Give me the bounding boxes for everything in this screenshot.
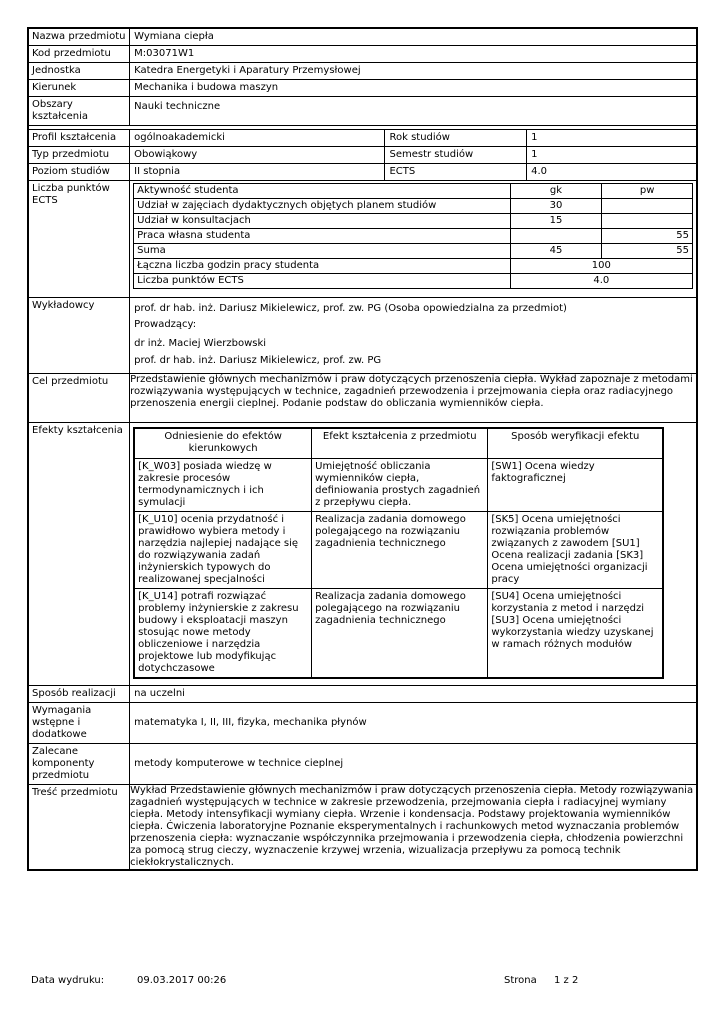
effects-verify: [SU4] Ocena umiejętności korzystania z metod i narzędzi [SU3] Ocena umiejętności wykorzystania wiedzy uzyskanej w ramach różnych modułów [488, 589, 663, 679]
label-semester: Semestr studiów [385, 147, 527, 164]
row-areas [28, 97, 697, 126]
row-profile [28, 130, 697, 147]
ects-table [133, 183, 693, 289]
ects-row-name: Suma [134, 244, 510, 259]
value-ects: 4.0 [527, 164, 697, 181]
ects-header-pw: pw [602, 184, 693, 199]
ects-row-pw [602, 199, 693, 214]
ects-row [134, 199, 693, 214]
label-ects-points: Liczba punktów ECTS [28, 181, 130, 298]
row-unit [28, 63, 697, 80]
effects-header-effect: Efekt kształcenia z przedmiotu [312, 428, 488, 459]
page-number: 1 z 2 [554, 975, 579, 986]
label-content: Treść przedmiotu [28, 785, 130, 871]
ects-row-name: Udział w konsultacjach [134, 214, 510, 229]
label-components: Zalecane komponenty przedmiotu [28, 744, 130, 785]
label-course-name: Nazwa przedmiotu [28, 28, 130, 46]
value-course-code: M:03071W1 [130, 46, 697, 63]
print-date: 09.03.2017 00:26 [137, 975, 227, 986]
course-table [27, 27, 698, 871]
label-requirements: Wymagania wstępne i dodatkowe [28, 703, 130, 744]
ects-row-gk: 15 [510, 214, 602, 229]
value-content: Wykład Przedstawienie głównych mechanizmów i praw dotyczących przenoszenia ciepła. Metody rozwiązywania zagadnień występujących w technice w zakresie przewodzenia, przejmowania ciepła i radiacyjnej wymiany ciepła. Metody intensyfikacji wymiany ciepła. Wrzenie i kondensacja. Podstawy projektowania wymienników ciepła. Ćwiczenia laboratoryjne Poznanie eksperymentalnych i rachunkowych metod wyznaczania problemów przenoszenia ciepła: wyznaczanie współczynnika przejmowania i przewodzenia ciepła, chłodzenia powierzchni za pomocą strug cieczy, wyznaczenie krzywej wrzenia, wizualizacja przepływu za pomocą technik ciekłokrystalicznych. [130, 785, 697, 871]
effects-effect: Realizacja zadania domowego polegającego na rozwiązaniu zagadnienia technicznego [312, 512, 488, 589]
label-goal: Cel przedmiotu [28, 374, 130, 423]
value-year: 1 [527, 130, 697, 147]
ects-header-gk: gk [510, 184, 602, 199]
effects-row [134, 589, 663, 679]
value-level: II stopnia [130, 164, 385, 181]
label-unit: Jednostka [28, 63, 130, 80]
effects-header-ref: Odniesienie do efektów kierunkowych [134, 428, 311, 459]
ects-row-name: Udział w zajęciach dydaktycznych objętych planem studiów [134, 199, 510, 214]
effects-header-verify: Sposób weryfikacji efektu [488, 428, 663, 459]
row-lecturers [28, 298, 697, 374]
label-level: Poziom studiów [28, 164, 130, 181]
row-type [28, 147, 697, 164]
row-components [28, 744, 697, 785]
effects-row [134, 459, 663, 512]
value-areas: Nauki techniczne [130, 97, 697, 126]
value-semester: 1 [527, 147, 697, 164]
ects-total-points [134, 274, 693, 289]
page-label: Strona [504, 975, 537, 986]
row-course-name [28, 28, 697, 46]
effects-ref: [K_U10] ocenia przydatność i prawidłowo wybiera metody i narzędzia najlepiej nadające się do rozwiązywania zadań inżynierskich typowych do realizowanej specjalności [134, 512, 311, 589]
label-year: Rok studiów [385, 130, 527, 147]
leader-item: prof. dr hab. inż. Dariusz Mikielewicz, prof. zw. PG [134, 355, 382, 366]
row-content [28, 785, 697, 871]
row-course-code [28, 46, 697, 63]
value-goal: Przedstawienie głównych mechanizmów i praw dotyczących przenoszenia ciepła. Wykład zapoznaje z metodami rozwiązywania występujących w technice, zagadnień przewodzenia i przejmowania ciepła oraz radiacyjnego przenoszenia energii cieplnej. Podanie podstaw do obliczania wymienników ciepła. [130, 374, 697, 423]
row-requirements [28, 703, 697, 744]
course-card [27, 27, 698, 871]
print-date-label: Data wydruku: [31, 975, 105, 986]
ects-row-gk: 45 [510, 244, 602, 259]
effects-verify: [SW1] Ocena wiedzy faktograficznej [488, 459, 663, 512]
ects-row-pw: 55 [602, 229, 693, 244]
label-areas: Obszary kształcenia [28, 97, 130, 126]
ects-total-points-value: 4.0 [510, 274, 692, 289]
row-level [28, 164, 697, 181]
effects-verify: [SK5] Ocena umiejętności rozwiązania problemów związanych z zawodem [SU1] Ocena realizacji zadania [SK3] Ocena umiejętności organizacji pracy [488, 512, 663, 589]
ects-total-hours-value: 100 [510, 259, 692, 274]
row-effects [28, 423, 697, 686]
effects-row [134, 512, 663, 589]
ects-header-activity: Aktywność studenta [134, 184, 510, 199]
row-realization [28, 686, 697, 703]
label-realization: Sposób realizacji [28, 686, 130, 703]
ects-header [134, 184, 693, 199]
value-type: Obowiąkowy [130, 147, 385, 164]
ects-total-hours-label: Łączna liczba godzin pracy studenta [134, 259, 510, 274]
effects-ref: [K_U14] potrafi rozwiązać problemy inżynierskie z zakresu budowy i eksploatacji maszyn stosując nowe metody obliczeniowe i narzędzia projektowe lub modyfikując dotychczasowe [134, 589, 311, 679]
effects-header [134, 428, 663, 459]
effects-ref: [K_W03] posiada wiedzę w zakresie procesów termodynamicznych i ich symulacji [134, 459, 311, 512]
ects-row [134, 244, 693, 259]
ects-row-gk: 30 [510, 199, 602, 214]
row-goal [28, 374, 697, 423]
value-course-name: Wymiana ciepła [130, 28, 697, 46]
value-profile: ogólnoakademicki [130, 130, 385, 147]
label-effects: Efekty kształcenia [28, 423, 130, 686]
label-type: Typ przedmiotu [28, 147, 130, 164]
ects-row-gk [510, 229, 602, 244]
row-field [28, 80, 697, 97]
value-realization: na uczelni [130, 686, 697, 703]
label-lecturers: Wykładowcy [28, 298, 130, 374]
value-field: Mechanika i budowa maszyn [130, 80, 697, 97]
label-course-code: Kod przedmiotu [28, 46, 130, 63]
ects-row [134, 229, 693, 244]
value-components: metody komputerowe w technice cieplnej [130, 744, 697, 785]
leader-item: dr inż. Maciej Wierzbowski [134, 338, 267, 349]
effects-table [133, 427, 664, 679]
ects-row-pw: 55 [602, 244, 693, 259]
label-profile: Profil kształcenia [28, 130, 130, 147]
ects-row-pw [602, 214, 693, 229]
row-ects-points [28, 181, 697, 298]
lecturer-main: prof. dr hab. inż. Dariusz Mikielewicz, prof. zw. PG (Osoba opowiedzialna za przedmiot) [134, 303, 567, 314]
leaders-label: Prowadzący: [134, 319, 197, 330]
ects-total-points-label: Liczba punktów ECTS [134, 274, 510, 289]
label-field: Kierunek [28, 80, 130, 97]
label-ects: ECTS [385, 164, 527, 181]
ects-row [134, 214, 693, 229]
value-requirements: matematyka I, II, III, fizyka, mechanika płynów [130, 703, 697, 744]
effects-effect: Realizacja zadania domowego polegającego na rozwiązaniu zagadnienia technicznego [312, 589, 488, 679]
value-unit: Katedra Energetyki i Aparatury Przemysłowej [130, 63, 697, 80]
ects-row-name: Praca własna studenta [134, 229, 510, 244]
ects-total-hours [134, 259, 693, 274]
effects-effect: Umiejętność obliczania wymienników ciepła, definiowania prostych zagadnień z przepływu ciepła. [312, 459, 488, 512]
